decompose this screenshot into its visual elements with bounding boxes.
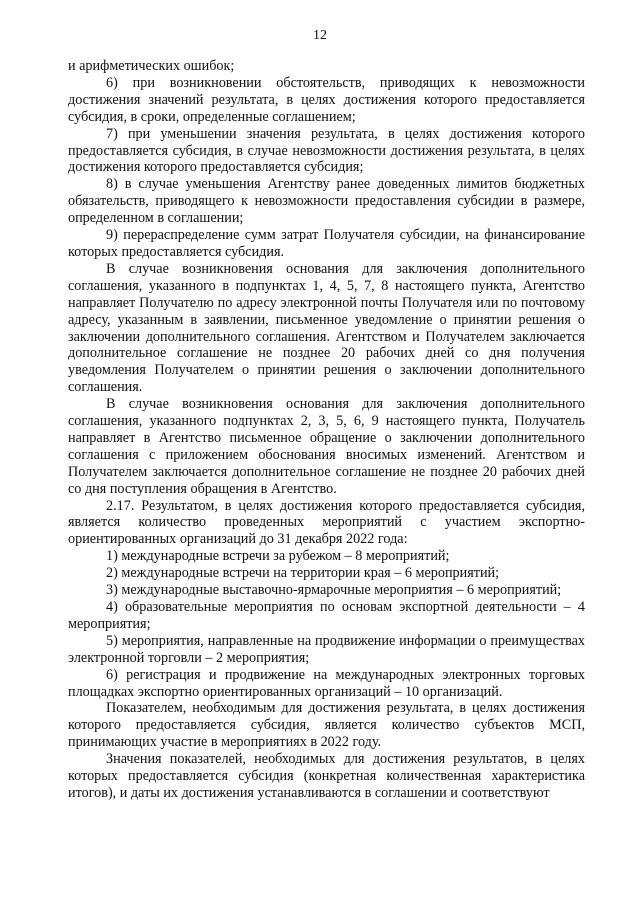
page-number: 12 — [313, 28, 327, 43]
list-item-6: 6) при возникновении обстоятельств, приводящих к невозможности достижения значений результата, в целях достижения которого предоставляется субсидия, в сроки, определенные соглашением; — [68, 74, 585, 125]
result-item-4: 4) образовательные мероприятия по основам экспортной деятельности – 4 мероприятия; — [68, 599, 585, 632]
document-body — [68, 58, 585, 802]
result-item-5: 5) мероприятия, направленные на продвижение информации о преимуществах электронной торговли – 2 мероприятия; — [68, 632, 585, 666]
result-item-1: 1) международные встречи за рубежом – 8 мероприятий; — [106, 548, 450, 565]
paragraph-indicator-values: Значения показателей, необходимых для достижения результатов, в целях которых предоставляется субсидия (конкретная количественная характеристика итогов), и даты их достижения устанавливаются в соглашении и соответствуют — [68, 751, 585, 801]
paragraph-notification: В случае возникновения основания для заключения дополнительного соглашения, указанного в подпунктах 1, 4, 5, 7, 8 настоящего пункта, Агентство направляет Получателю по адресу электронной почты Получателя или по почтовому адресу, указанным в заявлении, письменное уведомление о принятии решения о заключении дополнительного соглашения. Агентством и Получателем заключается дополнительное соглашение не позднее 20 рабочих дней со дня получения уведомления Получателем о принятии решения о заключении дополнительного соглашения. — [68, 260, 585, 396]
list-item-9: 9) перераспределение сумм затрат Получателя субсидии, на финансирование которых предоставляется субсидия. — [68, 227, 585, 260]
paragraph-continuation: и арифметических ошибок; — [68, 58, 235, 74]
paragraph-indicator: Показателем, необходимым для достижения результата, в целях достижения которого предоставляется субсидия, является количество субъектов МСП, принимающих участие в мероприятиях в 2022 году. — [68, 700, 585, 751]
result-item-6: 6) регистрация и продвижение на международных электронных торговых площадках экспортно ориентированных организаций – 10 организаций. — [68, 666, 585, 700]
list-item-7: 7) при уменьшении значения результата, в целях достижения которого предоставляется субсидия, в случае невозможности достижения результата, в целях достижения которого предоставляется субсидия; — [68, 125, 585, 176]
result-item-3: 3) международные выставочно-ярмарочные мероприятия – 6 мероприятий; — [106, 582, 562, 599]
list-item-8: 8) в случае уменьшения Агентству ранее доведенных лимитов бюджетных обязательств, приводящего к невозможности предоставления субсидии в размере, определенном в соглашении; — [68, 176, 585, 227]
section-2-17: 2.17. Результатом, в целях достижения которого предоставляется субсидия, является количество проведенных мероприятий с участием экспортно-ориентированных организаций до 31 декабря 2022 года: — [68, 497, 585, 548]
result-item-2: 2) международные встречи на территории края – 6 мероприятий; — [106, 565, 500, 582]
paragraph-request: В случае возникновения основания для заключения дополнительного соглашения, указанного подпунктах 2, 3, 5, 6, 9 настоящего пункта, Получатель направляет в Агентство письменное обращение о заключении дополнительного соглашения с приложением обоснования вносимых изменений. Агентством и Получателем заключается дополнительное соглашение не позднее 20 рабочих дней со дня поступления обращения в Агентство. — [68, 396, 585, 497]
